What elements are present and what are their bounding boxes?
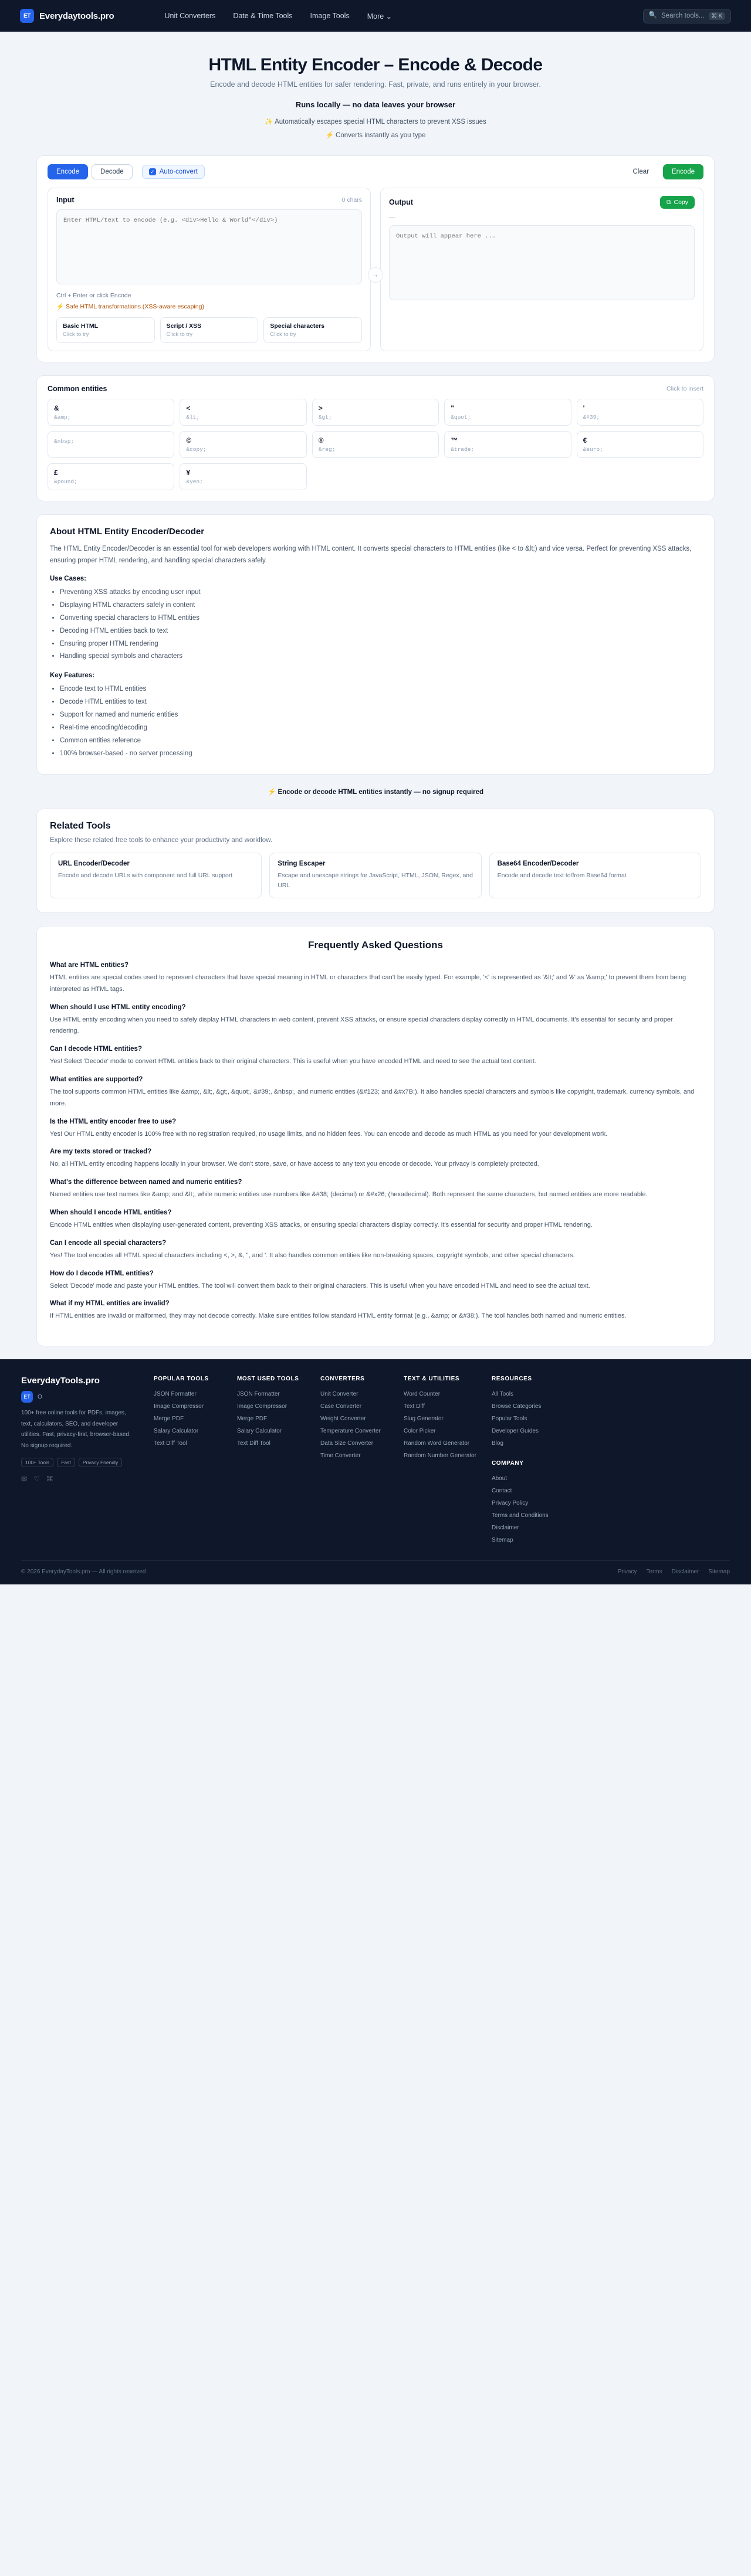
footer-col-text-utilities [404,1376,476,1546]
list-item: • Decoding HTML entities back to text [60,625,701,638]
footer-link[interactable]: Slug Generator [404,1416,444,1423]
faq-answer: Select 'Decode' mode and paste your HTML entities. The tool will convert them back to their original characters. This is useful when you have encoded HTML and need to see the actual text. [50,1282,590,1289]
footer-bottom-link-sitemap[interactable]: Sitemap [708,1569,730,1576]
footer-link[interactable]: Merge PDF [154,1416,184,1423]
entity-chip[interactable] [180,431,306,458]
footer-link[interactable]: Merge PDF [237,1416,268,1423]
entity-char: ® [318,436,324,444]
badge-privacy: Privacy Friendly [79,1458,122,1467]
brand-badge-icon: ET [20,9,34,23]
entity-char: € [583,436,587,444]
entity-chip[interactable] [577,399,703,426]
faq-answer: Encode HTML entities when displaying user-generated content, preventing XSS attacks, or ensuring special characters display correctly. It's essential for security and proper HTML rendering. [50,1221,593,1228]
io-area [37,188,714,362]
footer-link[interactable]: Word Counter [404,1391,441,1398]
list-item: • Common entities reference [60,735,701,748]
entity-code: &lt; [186,414,200,420]
faq-answer: Yes! Select 'Decode' mode to convert HTML entities back to their original characters. This is useful when you have encoded HTML and need to see the actual text content. [50,1058,536,1065]
faq-answer: No, all HTML entity encoding happens locally in your browser. We don't store, save, or have access to any text you encode or decode. Your privacy is completely protected. [50,1160,539,1168]
list-item: • Ensuring proper HTML rendering [60,638,701,651]
footer-col-heading: CONVERTERS [320,1376,365,1383]
faq-answer: If HTML entities are invalid or malformed, they may not decode correctly. Make sure entities follow standard HTML entity format (e.g., &amp; or &#38;). The tool handles both named and numeric entities. [50,1312,627,1320]
preset-title: Special characters [270,323,325,330]
footer-link[interactable]: Terms and Conditions [491,1512,549,1519]
entity-chip[interactable] [48,399,174,426]
related-tool-url-encoder[interactable] [50,853,262,898]
encode-action-button[interactable]: Encode [663,164,703,179]
features-list [60,683,701,760]
nav-item-image-tools[interactable]: Image Tools [310,11,350,20]
common-entities-header [37,376,714,399]
about-title: About HTML Entity Encoder/Decoder [50,527,205,537]
output-textarea[interactable] [389,225,695,300]
brand-name: Everydaytools.pro [39,11,114,21]
footer-link[interactable]: Contact [491,1488,512,1495]
entity-chip[interactable] [444,399,571,426]
footer-columns [21,1376,730,1546]
faq-item[interactable] [50,1300,701,1322]
common-entities-title: Common entities [48,385,107,393]
related-title: Related Tools [50,821,111,831]
related-tool-string-escaper[interactable] [269,853,481,898]
tool-actions [625,164,704,179]
entity-code: &pound; [54,478,77,485]
about-card [36,514,715,775]
footer-link[interactable]: Disclaimer [491,1525,519,1532]
faq-answer: Named entities use text names like &amp; and &lt;, while numeric entities use numbers like &#38; (decimal) or &#x26; (hexadecimal). Both represent the same characters, but named entities are more readable. [50,1191,648,1199]
faq-question: When should I use HTML entity encoding? [50,1003,186,1011]
related-tools-card [36,809,715,913]
nav-item-date-time-tools[interactable]: Date & Time Tools [233,11,293,20]
site-footer [0,1359,751,1584]
footer-bottom-links [618,1569,730,1575]
footer-link[interactable]: Privacy Policy [491,1500,529,1507]
list-item: • Encode text to HTML entities [60,683,701,696]
common-entities-grid [37,399,714,501]
hero-bullets [0,116,751,142]
entity-char: > [318,404,323,412]
list-item: • Converting special characters to HTML entities [60,612,701,625]
entity-chip[interactable] [180,463,306,490]
nav-item-unit-converters[interactable]: Unit Converters [164,11,216,20]
related-tool-title: Base64 Encoder/Decoder [497,860,579,868]
faq-item[interactable] [50,1209,701,1231]
input-panel-header [56,196,362,204]
footer-link[interactable]: Sitemap [491,1537,513,1544]
footer-link[interactable]: Text Diff Tool [154,1440,187,1447]
footer-link[interactable]: Random Word Generator [404,1440,470,1447]
footer-bottom-link-terms[interactable]: Terms [646,1569,662,1576]
footer-col-most-used-tools [237,1376,305,1546]
faq-question: What entities are supported? [50,1075,143,1083]
input-safety-hint: ⚡ Safe HTML transformations (XSS-aware escaping) [56,303,204,310]
entity-char: & [54,404,59,412]
entity-char: ' [583,404,585,412]
nav-right [643,9,731,23]
use-cases-title: Use Cases: [50,575,87,583]
entity-chip[interactable] [312,431,439,458]
faq-item[interactable] [50,1148,701,1170]
faq-answer: Yes! The tool encodes all HTML special characters including <, >, &, ", and '. It also handles common entities like non-breaking spaces, copyright symbols, and other special characters. [50,1251,575,1259]
input-panel-title: Input [56,196,75,204]
mail-icon[interactable]: ✉ [21,1475,28,1484]
search-placeholder: Search tools... [661,12,705,19]
footer-link[interactable]: Unit Converter [320,1391,358,1398]
faq-question: What if my HTML entities are invalid? [50,1300,170,1308]
entity-chip[interactable] [444,431,571,458]
copy-label: Copy [674,199,688,206]
entity-chip[interactable] [577,431,703,458]
footer-link[interactable]: Weight Converter [320,1416,366,1423]
footer-link[interactable]: Salary Calculator [237,1428,282,1435]
input-panel [48,188,371,351]
footer-description: 100+ free online tools for PDFs, images, text, calculators, SEO, and developer utilities. Fast, privacy-first, browser-based. No signup required. [21,1410,131,1449]
entity-code: &copy; [186,446,207,453]
entity-code: &trade; [451,446,475,453]
footer-bottom-link-disclaimer[interactable]: Disclaimer [671,1569,699,1576]
output-panel-title: Output [389,198,413,206]
tool-card [36,155,715,362]
about-section [37,515,714,774]
copy-icon: ⧉ [666,198,671,206]
tool-controls [37,156,714,188]
faq-item[interactable] [50,1076,701,1110]
footer-col-heading: TEXT & UTILITIES [404,1376,460,1383]
footer-link[interactable]: Developer Guides [491,1428,539,1435]
output-panel-header [389,196,695,209]
footer-link[interactable]: Image Compressor [154,1403,204,1410]
footer-col-popular-tools [154,1376,222,1546]
preset-basic-html[interactable] [56,317,155,343]
input-hint: Ctrl + Enter or click Encode [56,292,131,299]
footer-col-heading: RESOURCES [491,1376,532,1383]
entity-code: &reg; [318,446,336,453]
footer-link[interactable]: Text Diff Tool [237,1440,270,1447]
footer-link[interactable]: Blog [491,1440,503,1447]
related-tool-base64[interactable] [489,853,701,898]
nav-links [164,12,392,21]
search-input[interactable] [643,9,731,23]
preset-title: Script / XSS [166,323,202,330]
input-char-count: 0 chars [341,196,362,203]
cta-banner: ⚡ Encode or decode HTML entities instantly — no signup required [267,789,484,796]
output-meta: — [389,214,395,221]
preset-sub: Click to try [166,331,193,338]
faq-card [36,926,715,1346]
footer-bottom-link-privacy[interactable]: Privacy [617,1569,637,1576]
footer-link[interactable]: About [491,1475,508,1482]
footer-col-heading: MOST USED TOOLS [237,1376,299,1383]
related-desc: Explore these related free tools to enhance your productivity and workflow. [50,837,273,844]
footer-bottom-bar [21,1560,730,1584]
footer-link[interactable]: Temperature Converter [320,1428,381,1435]
faq-question: What's the difference between named and numeric entities? [50,1179,242,1186]
footer-link[interactable]: All Tools [491,1391,514,1398]
related-tool-title: String Escaper [278,860,326,868]
faq-answer: Use HTML entity encoding when you need to safely display HTML characters in web content, prevent XSS attacks, or ensure special characters display correctly in HTML documents. It's essential for security and proper rendering. [50,1016,673,1035]
copyright-text: © 2026 EverydayTools.pro — All rights reserved [21,1569,146,1576]
preset-title: Basic HTML [63,323,99,330]
footer-brand [21,1376,138,1546]
footer-brand-name: EverydayTools.pro [21,1376,100,1386]
faq-item[interactable] [50,1240,701,1262]
footer-socials [21,1475,138,1483]
entity-code: &yen; [186,478,203,485]
hero-bullet-2: ⚡ Converts instantly as you type [325,132,426,139]
faq-question: Can I encode all special characters? [50,1239,167,1247]
preset-special-characters[interactable] [263,317,362,343]
entity-code: &amp; [54,414,71,420]
footer-pills [21,1458,138,1467]
footer-link[interactable]: Time Converter [320,1452,361,1460]
page-title: HTML Entity Encoder – Encode & Decode [208,55,543,74]
footer-link[interactable]: Data Size Converter [320,1440,374,1447]
footer-link[interactable]: Popular Tools [491,1416,527,1423]
footer-link[interactable]: Image Compressor [237,1403,287,1410]
brand-logo[interactable] [20,9,114,23]
faq-section [37,926,714,1346]
about-paragraph: The HTML Entity Encoder/Decoder is an essential tool for web developers working with HTML content. It converts special characters to HTML entities (like < to &lt;) and vice versa. Perfect for preventing XSS attacks, ensuring proper HTML rendering, and handling special characters safely. [50,545,692,565]
entity-char: © [186,436,192,444]
checkbox-check-icon: ✓ [149,168,156,175]
related-tool-desc: Encode and decode text to/from Base64 format [497,872,627,880]
entity-char: £ [54,469,58,477]
footer-tagline: O [38,1393,42,1400]
entity-char: " [451,404,454,412]
footer-col-converters [320,1376,388,1546]
preset-sub: Click to try [270,331,296,338]
footer-link[interactable]: Browse Categories [491,1403,542,1410]
faq-answer: HTML entities are special codes used to represent characters that have special meaning in HTML or characters that can't be easily typed. For example, '<' is represented as '&lt;' and '&' as '&amp;' to prevent them from being interpreted as HTML tags. [50,973,686,993]
footer-logo-row [21,1391,138,1403]
entity-code: &nbsp; [54,438,75,444]
entity-char: ¥ [186,469,191,477]
auto-convert-checkbox[interactable] [142,165,205,179]
preset-script-xss[interactable] [160,317,259,343]
entity-chip[interactable] [180,399,306,426]
list-item: • Support for named and numeric entities [60,709,701,722]
decode-mode-button[interactable]: Decode [92,164,133,179]
related-tool-desc: Escape and unescape strings for JavaScript, HTML, JSON, Regex, and URL [278,872,473,890]
auto-convert-label: Auto-convert [159,168,198,175]
hero-section [0,32,751,155]
entity-chip[interactable] [48,431,174,458]
common-entities-card [36,375,715,501]
footer-col-resources-company [492,1376,560,1546]
list-item: • Handling special symbols and characters [60,650,701,663]
use-cases-list [60,586,701,663]
footer-col-heading: COMPANY [491,1460,524,1467]
search-icon: 🔍 [648,12,657,19]
list-item: • 100% browser-based - no server processing [60,748,701,761]
output-panel [380,188,703,351]
entity-char: ™ [451,436,458,444]
faq-question: When should I encode HTML entities? [50,1209,172,1216]
entity-char: < [186,404,191,412]
related-tool-desc: Encode and decode URLs with component and full URL support [58,872,233,880]
badge-tools-count: 100+ Tools [21,1458,53,1467]
entity-chip[interactable] [48,463,174,490]
copy-button[interactable] [660,196,695,209]
entity-code: &quot; [451,414,471,420]
faq-question: How do I decode HTML entities? [50,1270,154,1277]
search-shortcut-badge: ⌘ K [709,12,725,20]
footer-link[interactable]: JSON Formatter [237,1391,280,1398]
faq-item[interactable] [50,1046,701,1068]
entity-code: &gt; [318,414,332,420]
entity-chip[interactable] [312,399,439,426]
common-entities-note: Click to insert [666,385,703,392]
faq-item[interactable] [50,1118,701,1141]
swap-icon[interactable]: → [368,267,383,283]
command-icon[interactable]: ⌘ [46,1475,53,1484]
list-item: • Preventing XSS attacks by encoding user input [60,586,701,599]
faq-question: Can I decode HTML entities? [50,1046,142,1053]
faq-question: Are my texts stored or tracked? [50,1148,152,1156]
faq-item[interactable] [50,1004,701,1038]
faq-item[interactable] [50,1179,701,1201]
faq-question: Is the HTML entity encoder free to use? [50,1118,177,1125]
preset-sub: Click to try [63,331,89,338]
faq-answer: Yes! Our HTML entity encoder is 100% free with no registration required, no usage limits, and no hidden fees. You can encode and decode as much HTML as you need for your development work. [50,1130,608,1138]
footer-col-heading: POPULAR TOOLS [154,1376,209,1383]
related-tool-title: URL Encoder/Decoder [58,860,130,868]
related-grid [50,853,701,898]
clear-button[interactable]: Clear [625,165,657,179]
page-subtitle: Encode and decode HTML entities for safer rendering. Fast, private, and runs entirely in your browser. [210,80,541,89]
privacy-note: Runs locally — no data leaves your browser [295,100,456,109]
entity-code: &euro; [583,446,603,453]
features-title: Key Features: [50,672,95,680]
footer-link[interactable]: Color Picker [404,1428,436,1435]
footer-brand-badge-icon: ET [21,1391,33,1403]
footer-link[interactable]: Salary Calculator [154,1428,199,1435]
mode-toggle-group [48,164,133,179]
footer-link[interactable]: Text Diff [404,1403,425,1410]
footer-link[interactable]: JSON Formatter [154,1391,197,1398]
faq-item[interactable] [50,1270,701,1292]
top-navigation-bar [0,0,751,32]
faq-title: Frequently Asked Questions [308,939,443,951]
preset-list [56,317,362,343]
faq-answer: The tool supports common HTML entities like &amp;, &lt;, &gt;, &quot;, &#39;, &nbsp;, and numeric entities (&#123; and &#x7B;). It also handles special characters and symbols like copyright, trademark, currency symbols, and more. [50,1088,695,1107]
heart-icon[interactable]: ♡ [33,1475,40,1484]
list-item: • Displaying HTML characters safely in content [60,599,701,612]
footer-link[interactable]: Case Converter [320,1403,362,1410]
list-item: • Real-time encoding/decoding [60,722,701,735]
input-textarea[interactable] [56,209,362,284]
badge-fast: Fast [57,1458,75,1467]
list-item: • Decode HTML entities to text [60,696,701,709]
footer-link[interactable]: Random Number Generator [404,1452,476,1460]
faq-item[interactable] [50,962,701,996]
hero-bullet-1: ✨ Automatically escapes special HTML characters to prevent XSS issues [265,118,486,125]
encode-mode-button[interactable]: Encode [48,164,88,179]
faq-question: What are HTML entities? [50,961,128,969]
entity-code: &#39; [583,414,600,420]
related-tools-section [37,809,714,912]
nav-item-more[interactable]: More ⌄ [367,12,393,21]
